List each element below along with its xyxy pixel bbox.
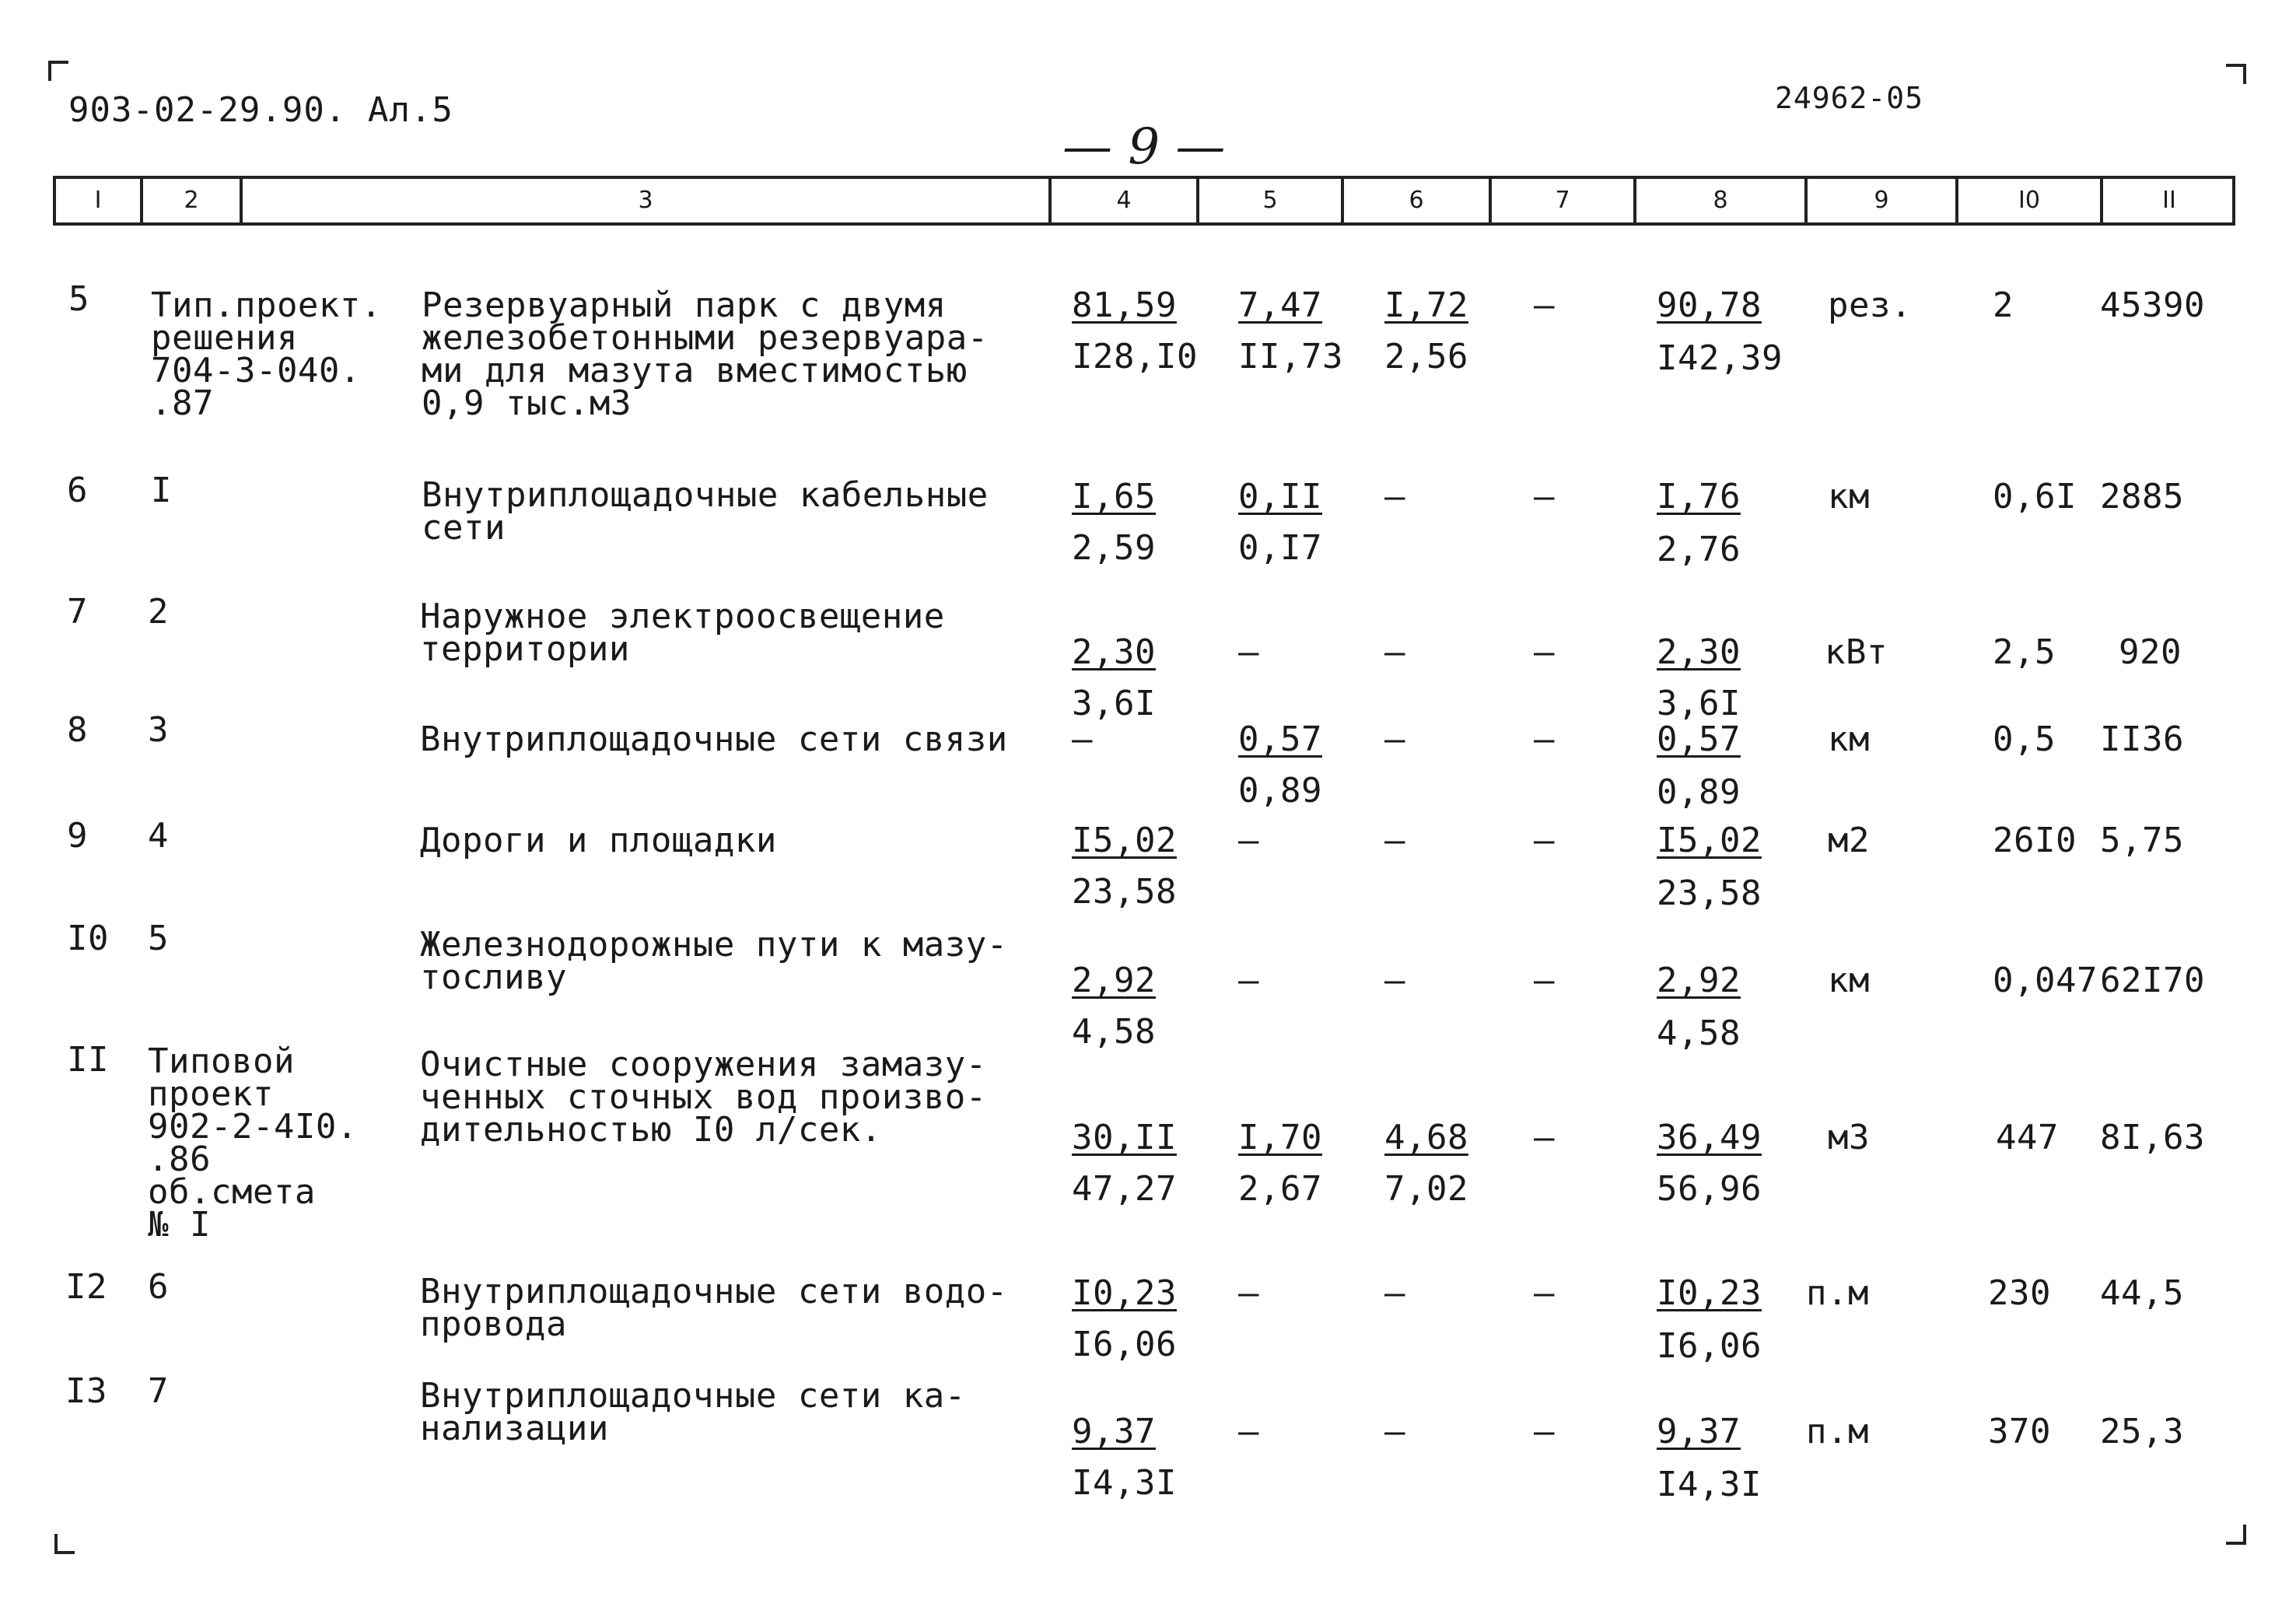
row-quantity: 230 (1988, 1273, 2051, 1313)
col5-value-top: – (1238, 1273, 1259, 1313)
row-basis: 6 (148, 1267, 169, 1307)
col6-value-top: – (1384, 961, 1405, 1000)
col4-value-top: 2,30 (1072, 632, 1156, 672)
column-header: 6 (1344, 179, 1492, 222)
row-number: 9 (67, 816, 88, 856)
row-unit: км (1828, 961, 1870, 1000)
col5-value-top: – (1238, 632, 1259, 672)
col6-value-top: – (1384, 1273, 1405, 1313)
row-number: I3 (65, 1371, 107, 1411)
row-basis: 3 (148, 710, 169, 750)
col5-value-bottom: 0,89 (1238, 771, 1322, 811)
row-quantity: 0,047 (1993, 961, 2098, 1000)
row-unit-cost: 45390 (2100, 285, 2205, 325)
row-unit: км (1828, 719, 1870, 759)
row-number: I0 (67, 919, 109, 958)
row-number: I2 (65, 1267, 107, 1307)
col5-value-bottom: 2,67 (1238, 1169, 1322, 1209)
row-description: Внутриплощадочные кабельные сети (422, 475, 989, 548)
col4-value-bottom: I4,3I (1072, 1463, 1177, 1503)
corner-mark-top-left (48, 61, 68, 81)
row-number: II (67, 1040, 109, 1080)
col5-value-top: 7,47 (1238, 285, 1322, 325)
col7-value: – (1534, 961, 1555, 1000)
col7-value: – (1534, 1273, 1555, 1313)
col4-value-bottom: 23,58 (1072, 872, 1177, 912)
col4-value-top: 30,II (1072, 1118, 1177, 1157)
column-header: 9 (1808, 179, 1958, 222)
col5-value-top: 0,57 (1238, 719, 1322, 759)
col8-value-top: 90,78 (1657, 285, 1762, 325)
col4-value-top: 2,92 (1072, 961, 1156, 1000)
col6-value-bottom: 7,02 (1384, 1169, 1468, 1209)
column-header: 3 (243, 179, 1052, 222)
col8-value-bottom: 4,58 (1657, 1014, 1741, 1053)
row-unit-cost: 25,3 (2100, 1412, 2184, 1451)
row-basis: 2 (148, 592, 169, 632)
row-unit: п.м (1806, 1412, 1869, 1451)
row-unit: м3 (1828, 1118, 1870, 1157)
col4-value-top: I0,23 (1072, 1273, 1177, 1313)
col4-value-top: 81,59 (1072, 285, 1177, 325)
row-description: Резервуарный парк с двумя железобетонными резервуара- ми для мазута вместимостью 0,9 тыс.м3 (422, 285, 989, 423)
col8-value-top: 2,30 (1657, 632, 1741, 672)
row-unit-cost: 44,5 (2100, 1273, 2184, 1313)
row-unit: м2 (1828, 821, 1870, 860)
col8-value-bottom: 3,6I (1657, 684, 1741, 723)
row-basis: Тип.проект. решения 704-3-040. .87 (151, 285, 382, 423)
column-header-row (53, 176, 2235, 226)
row-quantity: 0,5 (1993, 719, 2056, 759)
col7-value: – (1534, 285, 1555, 325)
col4-value-bottom: 4,58 (1072, 1012, 1156, 1052)
row-basis: 5 (148, 919, 169, 958)
row-quantity: 26I0 (1993, 821, 2077, 860)
col6-value-top: – (1384, 477, 1405, 516)
col8-value-bottom: I6,06 (1657, 1326, 1762, 1366)
column-header: I0 (1958, 179, 2103, 222)
col7-value: – (1534, 1118, 1555, 1157)
col8-value-bottom: 2,76 (1657, 530, 1741, 569)
row-basis: Типовой проект 902-2-4I0. .86 об.смета № I (148, 1042, 358, 1245)
row-basis: I (151, 471, 172, 510)
col8-value-bottom: 56,96 (1657, 1169, 1762, 1209)
col8-value-bottom: 0,89 (1657, 772, 1741, 812)
col7-value: – (1534, 719, 1555, 759)
col7-value: – (1534, 821, 1555, 860)
row-unit: рез. (1828, 285, 1912, 325)
col7-value: – (1534, 477, 1555, 516)
col6-value-top: – (1384, 719, 1405, 759)
row-basis: 7 (148, 1371, 169, 1411)
row-description: Дороги и площадки (420, 821, 777, 860)
page-number: — 9 — (1062, 118, 1226, 176)
row-quantity: 447 (1996, 1118, 2059, 1157)
col8-value-bottom: I42,39 (1657, 338, 1783, 378)
column-header: II (2162, 187, 2176, 214)
col8-value-top: 36,49 (1657, 1118, 1762, 1157)
row-number: 6 (67, 471, 88, 510)
col7-value: – (1534, 632, 1555, 672)
row-description: Очистные сооружения замазу- ченных сточных вод произво- дительностью I0 л/сек. (420, 1045, 987, 1150)
col6-value-top: – (1384, 821, 1405, 860)
col8-value-bottom: 23,58 (1657, 874, 1762, 913)
row-quantity: 370 (1988, 1412, 2051, 1451)
column-header: I (56, 179, 143, 222)
col8-value-top: I,76 (1657, 477, 1741, 516)
inventory-number: 24962-05 (1775, 81, 1924, 115)
col4-value-bottom: 47,27 (1072, 1169, 1177, 1209)
col4-value-bottom: 3,6I (1072, 684, 1156, 723)
document-code: 903-02-29.90. Ал.5 (68, 90, 453, 130)
col4-value-top: I5,02 (1072, 821, 1177, 860)
corner-mark-bottom-left (54, 1534, 75, 1554)
col4-value-top: – (1072, 719, 1093, 759)
col4-value-top: I,65 (1072, 477, 1156, 516)
col5-value-bottom: 0,I7 (1238, 528, 1322, 568)
row-number: 7 (67, 592, 88, 632)
row-quantity: 0,6I (1993, 477, 2077, 516)
col6-value-bottom: 2,56 (1384, 337, 1468, 376)
col8-value-top: 9,37 (1657, 1412, 1741, 1451)
row-unit-cost: 2885 (2100, 477, 2184, 516)
row-description: Наружное электроосвещение территории (420, 597, 945, 669)
col8-value-top: 2,92 (1657, 961, 1741, 1000)
col4-value-top: 9,37 (1072, 1412, 1156, 1451)
col8-value-top: 0,57 (1657, 719, 1741, 759)
col5-value-top: – (1238, 821, 1259, 860)
row-unit: км (1828, 477, 1870, 516)
col5-value-top: – (1238, 1412, 1259, 1451)
row-number: 5 (68, 279, 89, 319)
col6-value-top: – (1384, 632, 1405, 672)
col6-value-top: – (1384, 1412, 1405, 1451)
row-number: 8 (67, 710, 88, 750)
col7-value: – (1534, 1412, 1555, 1451)
row-unit-cost: 5,75 (2100, 821, 2184, 860)
row-quantity: 2 (1993, 285, 2014, 325)
col5-value-top: I,70 (1238, 1118, 1322, 1157)
column-header: 2 (143, 179, 243, 222)
row-quantity: 2,5 (1993, 632, 2056, 672)
col4-value-bottom: I28,I0 (1072, 337, 1198, 376)
col5-value-bottom: II,73 (1238, 337, 1343, 376)
col8-value-top: I0,23 (1657, 1273, 1762, 1313)
column-header: 4 (1052, 179, 1199, 222)
row-description: Внутриплощадочные сети водо- провода (420, 1272, 1008, 1344)
row-unit-cost: II36 (2100, 719, 2184, 759)
column-header: 5 (1199, 179, 1344, 222)
row-unit-cost: 8I,63 (2100, 1118, 2205, 1157)
row-unit-cost: 920 (2119, 632, 2182, 672)
col6-value-top: 4,68 (1384, 1118, 1468, 1157)
row-unit-cost: 62I70 (2100, 961, 2205, 1000)
col4-value-bottom: 2,59 (1072, 528, 1156, 568)
col5-value-top: – (1238, 961, 1259, 1000)
row-description: Внутриплощадочные сети ка- нализации (420, 1376, 966, 1448)
column-header: 8 (1636, 179, 1808, 222)
row-description: Железнодорожные пути к мазу- тосливу (420, 925, 1008, 997)
col4-value-bottom: I6,06 (1072, 1325, 1177, 1364)
col6-value-top: I,72 (1384, 285, 1468, 325)
row-unit: кВт (1825, 632, 1888, 672)
row-description: Внутриплощадочные сети связи (420, 719, 1008, 759)
col5-value-top: 0,II (1238, 477, 1322, 516)
row-basis: 4 (148, 816, 169, 856)
column-header: 7 (1492, 179, 1636, 222)
col8-value-top: I5,02 (1657, 821, 1762, 860)
corner-mark-bottom-right (2226, 1525, 2246, 1545)
row-unit: п.м (1806, 1273, 1869, 1313)
corner-mark-top-right (2226, 64, 2246, 84)
col8-value-bottom: I4,3I (1657, 1465, 1762, 1504)
